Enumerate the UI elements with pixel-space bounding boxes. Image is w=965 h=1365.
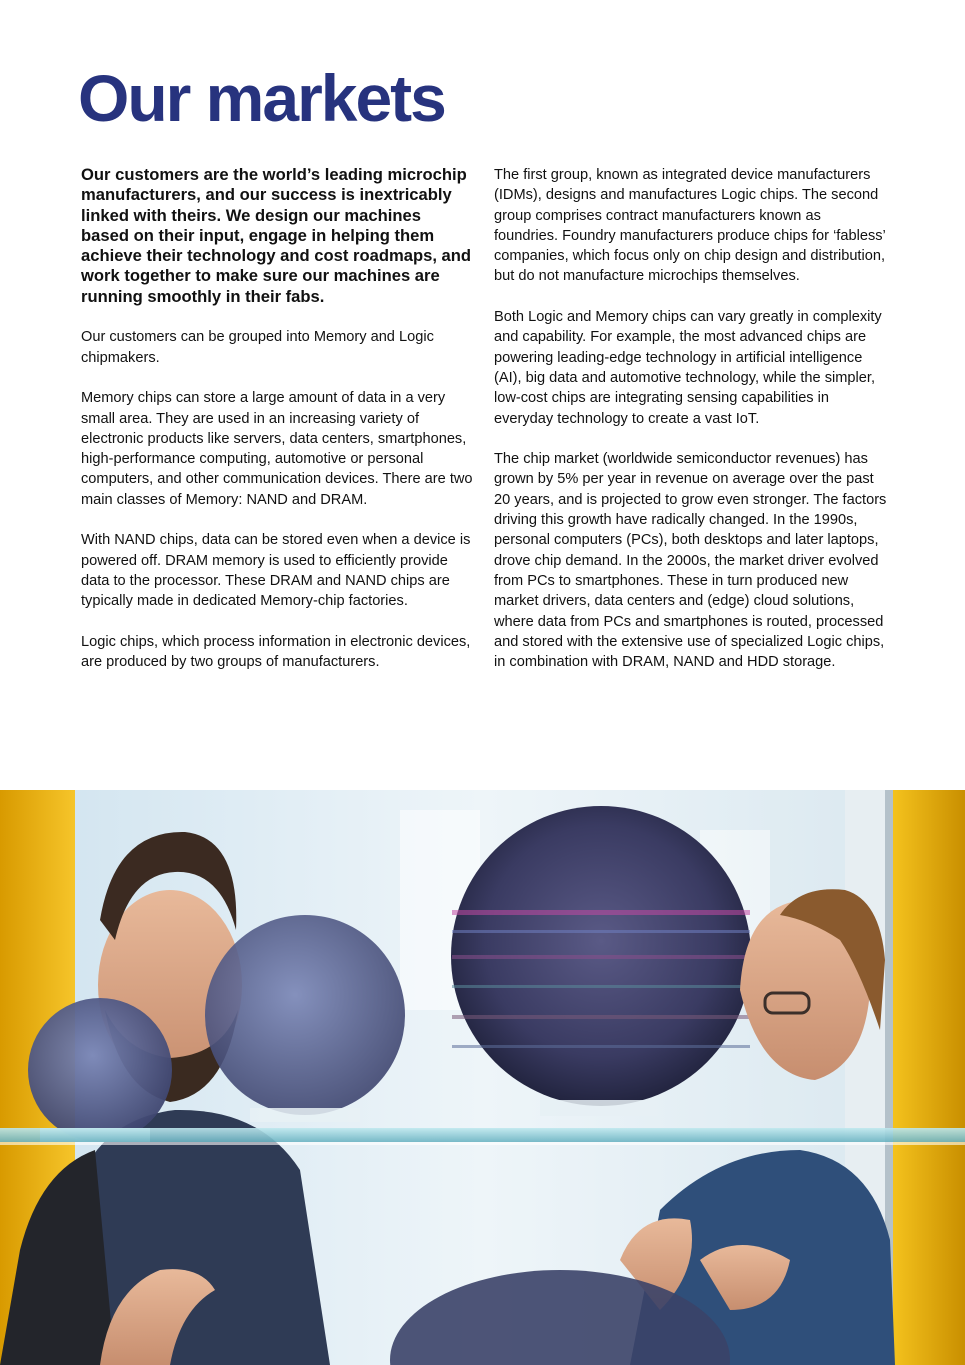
- paragraph: The chip market (worldwide semiconductor revenues) has grown by 5% per year in revenue on average over the past 20 years, and is projected to grow even stronger. The factors driving this growth have radically changed. In the 1990s, personal computers (PCs), both desktops and later laptops, drove chip demand. In the 2000s, the market driver evolved from PCs to smartphones. These in turn produced new market drivers, data centers and (edge) cloud solutions, where data from PCs and smartphones is routed, processed and stored with the extensive use of specialized Logic chips, in combination with DRAM, NAND and HDD storage.: [494, 451, 887, 671]
- paragraph: Both Logic and Memory chips can vary greatly in complexity and capability. For example, the most advanced chips are powering leading-edge technology in artificial intelligence (AI), big data and automotive technology, while the simpler, low-cost chips are integrating sensing capabilities in everyday technology to create a vast IoT.: [494, 309, 882, 427]
- lead-paragraph: Our customers are the world’s leading microchip manufacturers, and our success is inextricably linked with theirs. We design our machines based on their input, engage in helping them achieve their technology and cost roadmaps, and work together to make sure our machines are running smoothly in their fabs.: [81, 165, 472, 306]
- wafer-showcase-photo: [0, 790, 965, 1365]
- paragraph: The first group, known as integrated device manufacturers (IDMs), designs and manufactures Logic chips. The second group comprises contract manufacturers known as foundries. Foundry manufacturers produce chips for ‘fabless’ companies, which focus only on chip design and distribution, but do not manufacture microchips themselves.: [494, 167, 886, 285]
- left-text-column: [81, 165, 473, 693]
- paragraph: Our customers can be grouped into Memory and Logic chipmakers.: [81, 329, 434, 366]
- paragraph: Memory chips can store a large amount of data in a very small area. They are used in an increasing variety of electronic products like servers, data centers, smartphones, high-performance computing, automotive or personal computers, and other communication devices. There are two main classes of Memory: NAND and DRAM.: [81, 390, 473, 508]
- paragraph: Logic chips, which process information in electronic devices, are produced by two groups of manufacturers.: [81, 633, 471, 671]
- paragraph: With NAND chips, data can be stored even when a device is powered off. DRAM memory is used to efficiently provide data to the processor. These DRAM and NAND chips are typically made in dedicated Memory-chip factories.: [81, 532, 471, 610]
- page-title: Our markets: [78, 61, 445, 135]
- right-text-column: [494, 165, 889, 693]
